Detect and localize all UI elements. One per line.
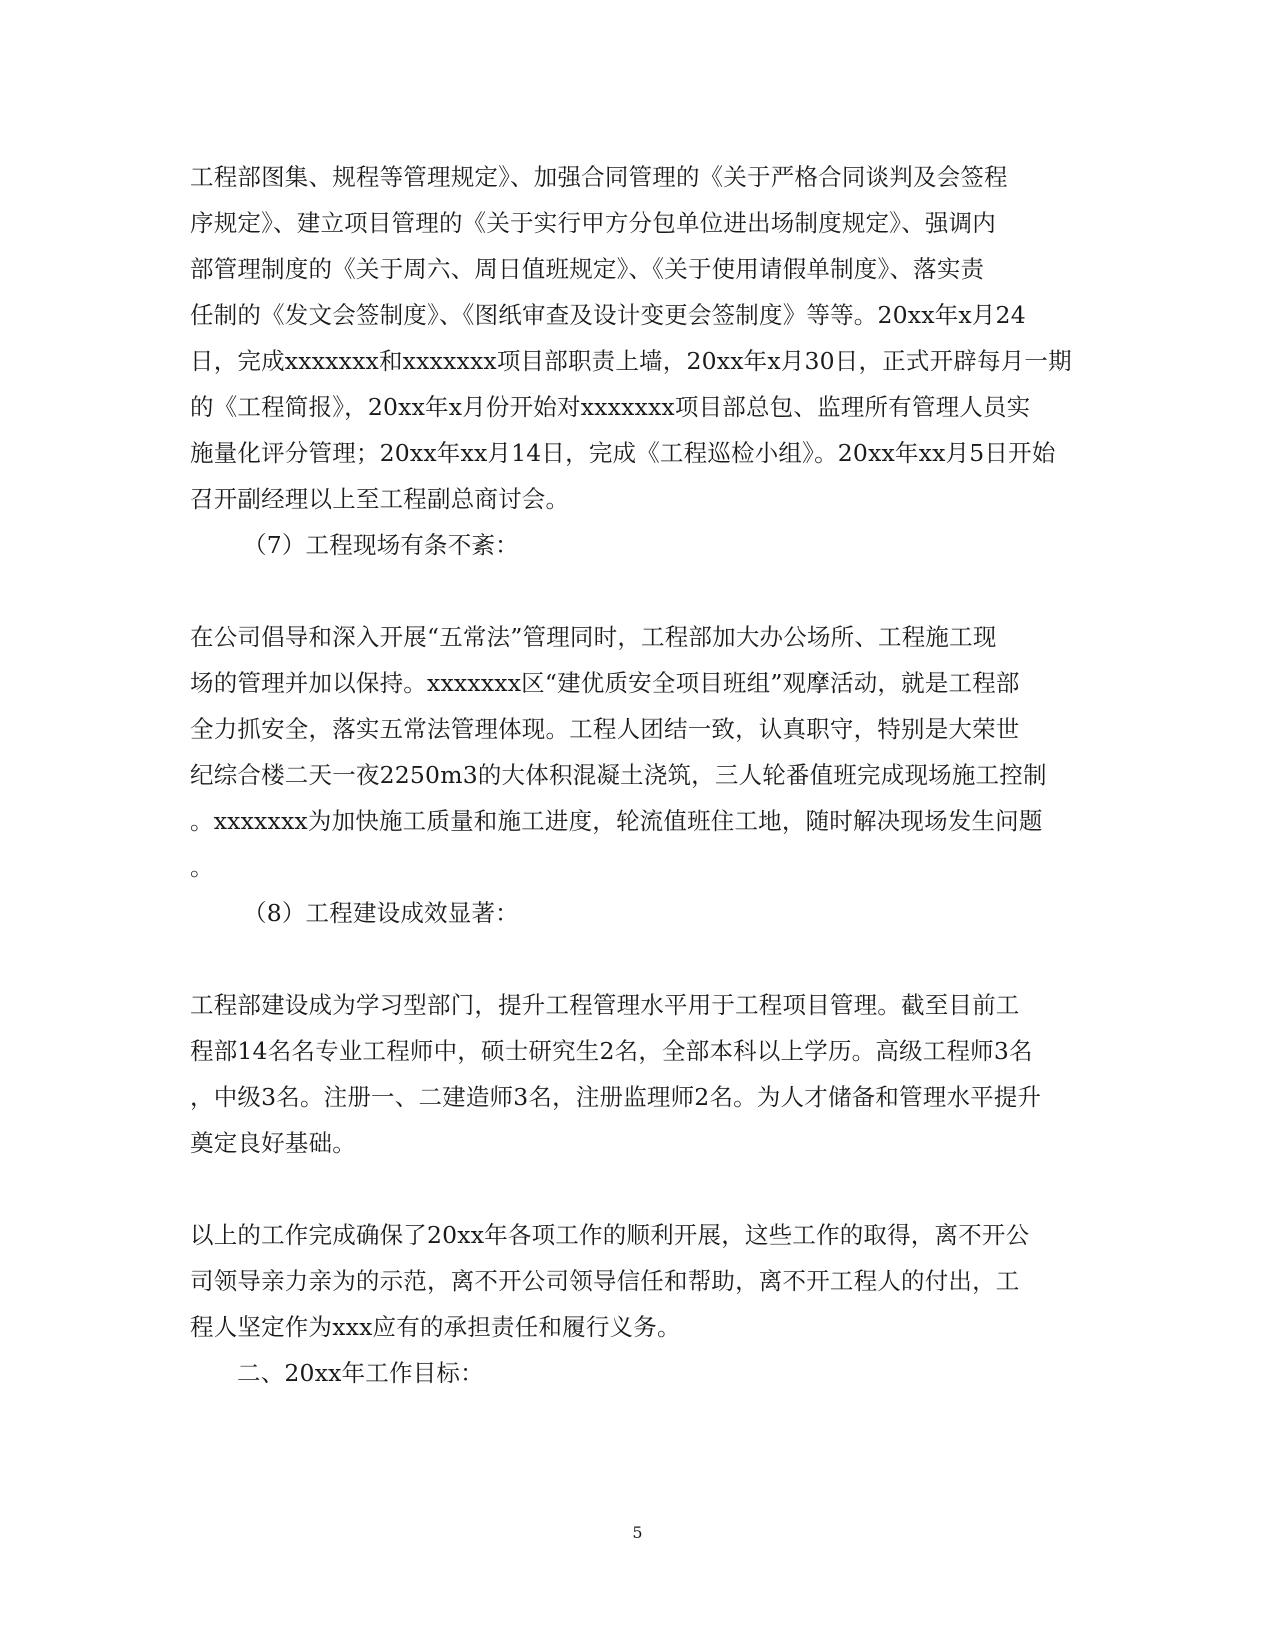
text-line: 全力抓安全，落实五常法管理体现。工程人团结一致，认真职守，特别是大荣世 bbox=[190, 715, 1020, 743]
text-line: 奠定良好基础。 bbox=[190, 1129, 356, 1157]
page-number: 5 bbox=[632, 1523, 643, 1542]
text-line: 召开副经理以上至工程副总商讨会。 bbox=[190, 485, 570, 513]
text-line: 纪综合楼二天一夜2250m3的大体积混凝土浇筑，三人轮番值班完成现场施工控制 bbox=[190, 761, 1047, 789]
text-line: 在公司倡导和深入开展“五常法”管理同时，工程部加大办公场所、工程施工现 bbox=[190, 623, 997, 651]
text-line: 工程部图集、规程等管理规定》、加强合同管理的《关于严格合同谈判及会签程 bbox=[190, 163, 1008, 191]
text-line: 施量化评分管理；20xx年xx月14日，完成《工程巡检小组》。20xx年xx月5日开始 bbox=[190, 439, 1056, 467]
text-line: 序规定》、建立项目管理的《关于实行甲方分包单位进出场制度规定》、强调内 bbox=[190, 209, 996, 237]
text-line: 任制的《发文会签制度》、《图纸审查及设计变更会签制度》等等。20xx年x月24 bbox=[190, 301, 1026, 329]
text-line: 程部14名名专业工程师中，硕士研究生2名，全部本科以上学历。高级工程师3名 bbox=[190, 1037, 1033, 1065]
section-heading: 二、20xx年工作目标： bbox=[237, 1359, 484, 1387]
section-heading: （8）工程建设成效显著： bbox=[243, 899, 519, 927]
text-line: 。 bbox=[190, 853, 214, 881]
text-line: 以上的工作完成确保了20xx年各项工作的顺利开展，这些工作的取得，离不开公 bbox=[190, 1221, 1030, 1249]
text-line: 工程部建设成为学习型部门，提升工程管理水平用于工程项目管理。截至目前工 bbox=[190, 991, 1020, 1019]
text-line: 的《工程简报》，20xx年x月份开始对xxxxxxx项目部总包、监理所有管理人员实 bbox=[190, 393, 1031, 421]
text-line: 程人坚定作为xxx应有的承担责任和履行义务。 bbox=[190, 1313, 681, 1341]
text-line: 日，完成xxxxxxx和xxxxxxx项目部职责上墙，20xx年x月30日，正式开辟每月一期 bbox=[190, 347, 1072, 375]
text-line: ，中级3名。注册一、二建造师3名，注册监理师2名。为人才储备和管理水平提升 bbox=[190, 1083, 1042, 1111]
section-heading: （7）工程现场有条不紊： bbox=[243, 531, 519, 559]
text-line: 部管理制度的《关于周六、周日值班规定》、《关于使用请假单制度》、落实责 bbox=[190, 255, 985, 283]
text-line: 。xxxxxxx为加快施工质量和施工进度，轮流值班住工地，随时解决现场发生问题 bbox=[190, 807, 1043, 835]
text-line: 场的管理并加以保持。xxxxxxx区“建优质安全项目班组”观摩活动，就是工程部 bbox=[190, 669, 1020, 697]
text-line: 司领导亲力亲为的示范，离不开公司领导信任和帮助，离不开工程人的付出，工 bbox=[190, 1267, 1020, 1295]
